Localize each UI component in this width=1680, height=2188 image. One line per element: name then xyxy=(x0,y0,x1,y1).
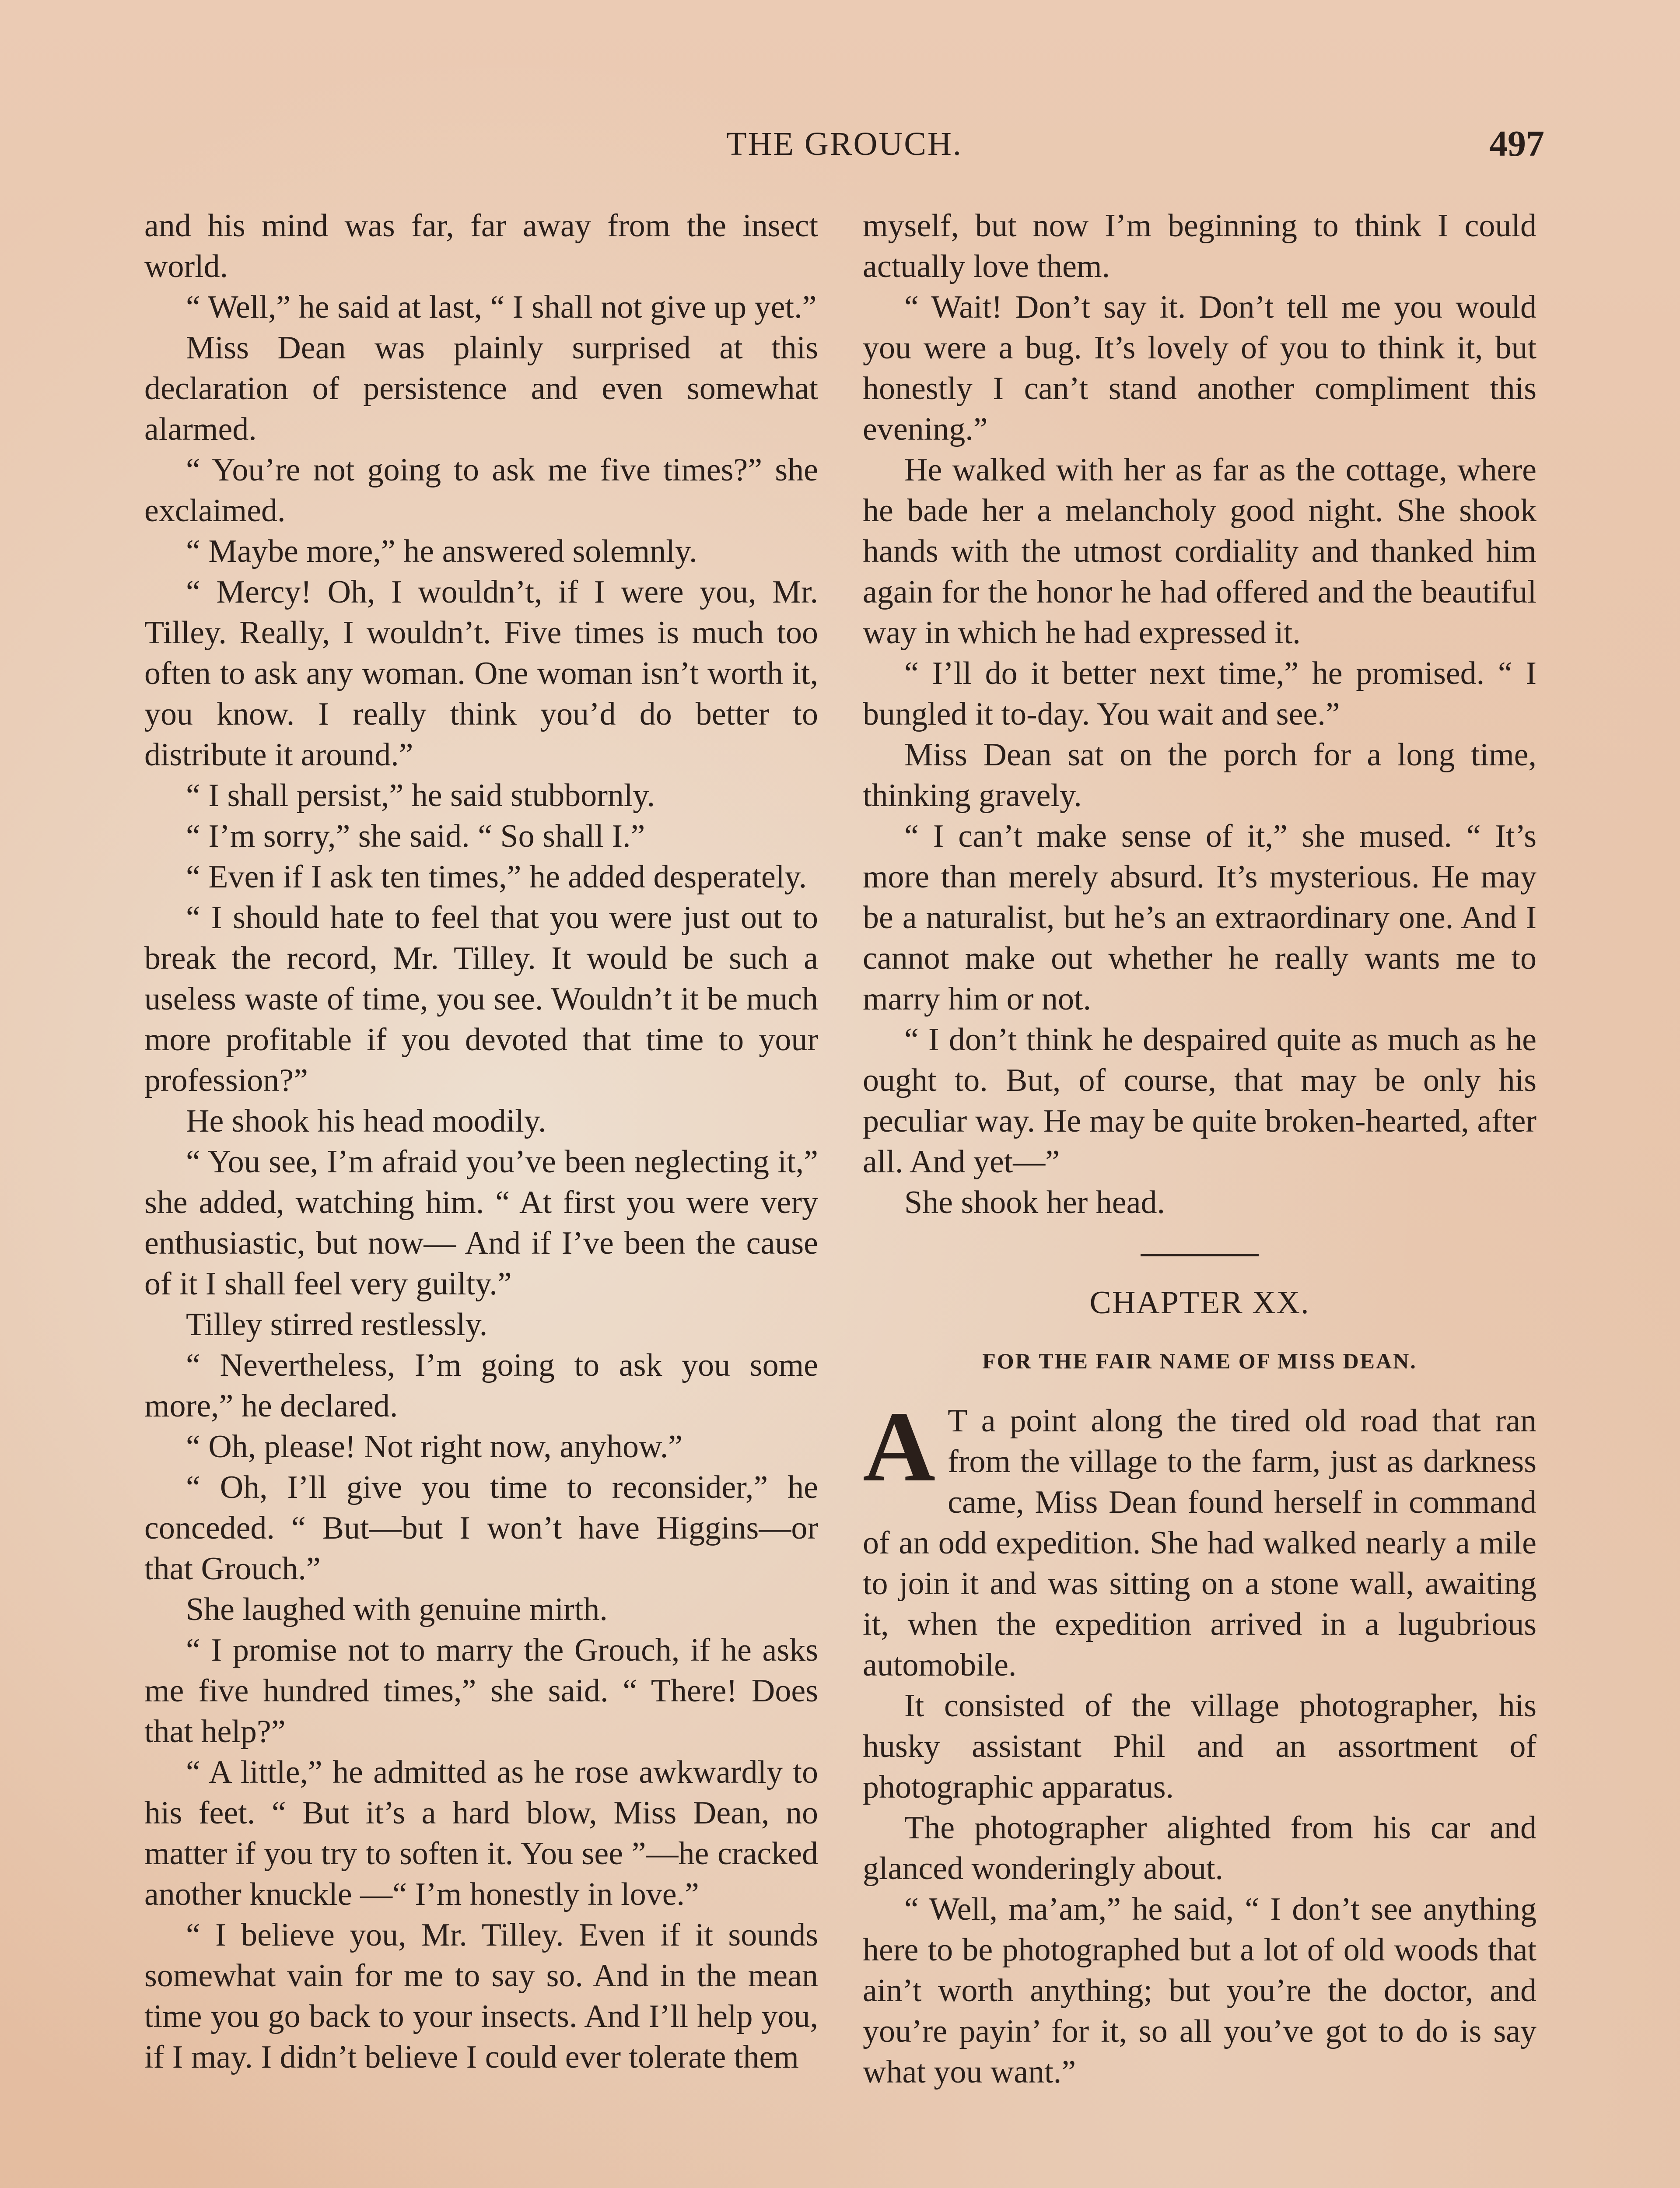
paragraph: “ I don’t think he despaired quite as much as he ought to. But, of course, that may be only his peculiar way. He may be quite broken-hearted, after all. And yet—” xyxy=(863,1022,1536,1180)
paragraph: “ Well, ma’am,” he said, “ I don’t see anything here to be photographed but a lot of old woods that ain’t worth anything; but you’re the doctor, and you’re payin’ for it, so all you’ve got to do is say what you want.” xyxy=(863,1891,1536,2090)
paragraph: “ You see, I’m afraid you’ve been neglecting it,” she added, watching him. “ At first you were very enthusiastic, but now— And if I’ve been the cause of it I shall feel very guilty.” xyxy=(144,1144,818,1302)
chapter-title: CHAPTER XX. xyxy=(1089,1285,1310,1321)
right-column xyxy=(863,206,1536,2093)
paragraph: “ Oh, I’ll give you time to reconsider,” he conceded. “ But—but I won’t have Higgins—or that Grouch.” xyxy=(144,1469,818,1587)
paragraph: She laughed with genuine mirth. xyxy=(186,1592,608,1627)
paragraph: “ I should hate to feel that you were just out to break the record, Mr. Tilley. It would be such a useless waste of time, you see. Wouldn’t it be much more profitable if you devoted that time to your profession?” xyxy=(144,900,818,1098)
paragraph: “ I can’t make sense of it,” she mused. “ It’s more than merely absurd. It’s mysterious. He may be a naturalist, but he’s an extraordinary one. And I cannot make out whether he really wants me to marry him or not. xyxy=(863,818,1536,1017)
chapter-subtitle: FOR THE FAIR NAME OF MISS DEAN. xyxy=(982,1349,1417,1373)
paragraph: “ I’m sorry,” she said. “ So shall I.” xyxy=(186,818,645,854)
paragraph: He walked with her as far as the cottage, where he bade her a melancholy good night. She shook hands with the utmost cordiality and thanked him again for the honor he had offered and the beautiful way in which he had expressed it. xyxy=(863,452,1536,651)
paragraph: myself, but now I’m beginning to think I could actually love them. xyxy=(863,208,1536,284)
page-number: 497 xyxy=(1489,123,1544,164)
paragraph: Miss Dean sat on the porch for a long time, thinking gravely. xyxy=(863,737,1536,813)
chapter-opening-paragraph xyxy=(863,1391,1536,1686)
section-divider xyxy=(1141,1254,1259,1256)
paragraph: “ Oh, please! Not right now, anyhow.” xyxy=(186,1429,683,1465)
paragraph: “ Well,” he said at last, “ I shall not give up yet.” xyxy=(186,289,817,325)
paragraph: “ Wait! Don’t say it. Don’t tell me you would you were a bug. It’s lovely of you to think it, but honestly I can’t stand another compliment this evening.” xyxy=(863,289,1536,447)
paragraph: He shook his head moodily. xyxy=(186,1103,546,1139)
paragraph: “ I shall persist,” he said stubbornly. xyxy=(186,778,655,813)
paragraph: Miss Dean was plainly surprised at this declaration of persistence and even somewhat alarmed. xyxy=(144,330,818,447)
running-title: THE GROUCH. xyxy=(726,126,962,162)
paragraph: “ You’re not going to ask me five times?” she exclaimed. xyxy=(144,452,818,529)
paragraph: “ I believe you, Mr. Tilley. Even if it sounds somewhat vain for me to say so. And in the mean time you go back to your insects. And I’ll help you, if I may. I didn’t believe I could ever tolerate them xyxy=(144,1917,818,2075)
paragraph: “ Nevertheless, I’m going to ask you some more,” he declared. xyxy=(144,1347,818,1424)
paragraph: “ A little,” he admitted as he rose awkwardly to his feet. “ But it’s a hard blow, Miss Dean, no matter if you try to soften it. You see ”—he cracked another knuckle —“ I’m honestly in love.” xyxy=(144,1754,818,1912)
paragraph: “ I promise not to marry the Grouch, if he asks me five hundred times,” she said. “ There! Does that help?” xyxy=(144,1632,818,1750)
paragraph: “ I’ll do it better next time,” he promised. “ I bungled it to-day. You wait and see.” xyxy=(863,656,1536,732)
page-header xyxy=(144,125,1544,186)
paragraph: It consisted of the village photographer, his husky assistant Phil and an assortment of photographic apparatus. xyxy=(863,1688,1536,1805)
paragraph: “ Even if I ask ten times,” he added desperately. xyxy=(186,859,807,895)
paragraph: “ Mercy! Oh, I wouldn’t, if I were you, Mr. Tilley. Really, I wouldn’t. Five times is much too often to ask any woman. One woman isn’t worth it, you know. I really think you’d do better to distribute it around.” xyxy=(144,574,818,773)
opening-text: T a point along the tired old road that ran from the village to the farm, just as darkness came, Miss Dean found herself in command of an odd expedition. She had walked nearly a mile to join it and was sitting on a stone wall, awaiting it, when the expedition arrived in a lugubrious automobile. xyxy=(863,1403,1536,1683)
paragraph: and his mind was far, far away from the insect world. xyxy=(144,208,818,284)
paragraph: The photographer alighted from his car and glanced wonderingly about. xyxy=(863,1810,1536,1886)
paragraph: She shook her head. xyxy=(904,1185,1165,1220)
left-column xyxy=(144,206,818,2078)
drop-cap: A xyxy=(863,1391,936,1502)
paragraph: “ Maybe more,” he answered solemnly. xyxy=(186,533,697,569)
paragraph: Tilley stirred restlessly. xyxy=(186,1307,488,1343)
